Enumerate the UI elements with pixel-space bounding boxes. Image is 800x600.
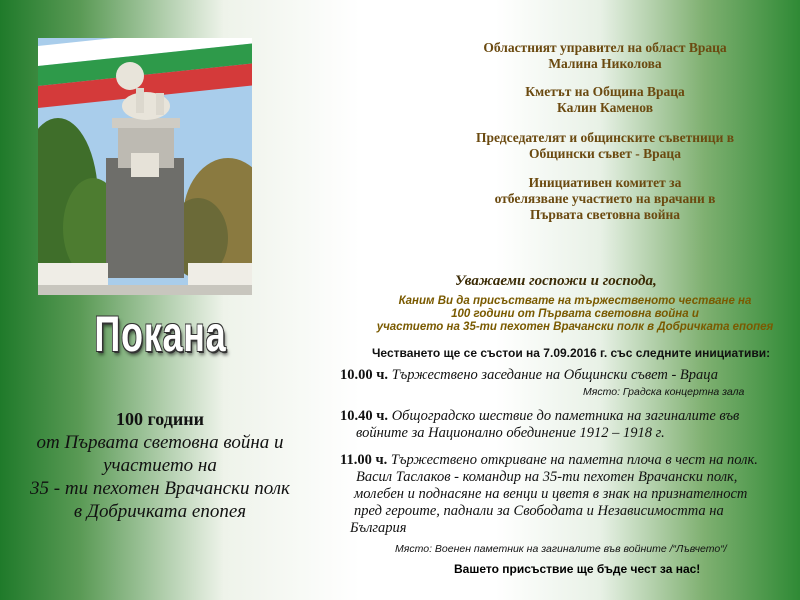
invitation-line: 100 години от Първата световна война и (451, 308, 699, 320)
committee-line: Инициативен комитет за (528, 175, 682, 190)
event-place: Място: Военен паметник на загиналите във войните /“Лъвчето“/ (395, 543, 727, 555)
anniversary-line: в Добричката епопея (73, 501, 247, 522)
invitation-title: Покана (94, 306, 227, 362)
event-time: 10.00 ч. (340, 367, 389, 383)
invitation-line: участието на 35-ти пехотен Врачански полк в Добричката епопея (376, 321, 774, 333)
anniversary-text (10, 408, 310, 523)
anniversary-line: от Първата световна война и (36, 432, 284, 453)
event-date: Честването ще се състои на 7.09.2016 г. със следните инициативи: (372, 346, 771, 360)
committee-line: Първата световна война (529, 207, 681, 222)
governor-name: Малина Николова (548, 56, 662, 71)
invitation-line: Каним Ви да присъствате на тържественото честване на (398, 295, 752, 307)
monument-photo (38, 38, 252, 295)
event-description: Общоградско шествие до паметника на загиналите във (391, 408, 740, 424)
anniversary-line: 35 - ти пехотен Врачански полк (30, 478, 290, 499)
greeting: Уважаеми госпожи и господа, (455, 273, 657, 289)
event-time: 11.00 ч. (340, 452, 388, 468)
council-line: Председателят и общинските съветници в (475, 130, 735, 145)
event-description: България (350, 520, 407, 536)
committee-block (405, 175, 800, 223)
event-item (340, 367, 800, 384)
closing-text: Вашето присъствие ще бъде чест за нас! (454, 562, 701, 576)
council-block (405, 130, 800, 162)
governor-block (405, 40, 800, 72)
mayor-block (405, 84, 800, 116)
governor-title: Областният управител на област Враца (483, 40, 727, 55)
event-place: Място: Градска концертна зала (583, 386, 745, 398)
event-description: Тържествено откриване на паметна плоча в чест на полк. (390, 452, 758, 468)
event-description: Тържествено заседание на Общински съвет - Враца (391, 367, 718, 383)
anniversary-years: 100 години (116, 409, 204, 429)
mayor-name: Калин Каменов (556, 100, 654, 115)
event-time: 10.40 ч. (340, 408, 389, 424)
committee-line: отбелязване участието на врачани в (494, 191, 716, 206)
council-line: Общински съвет - Враца (529, 146, 681, 161)
event-item (340, 408, 800, 442)
anniversary-line: участието на (103, 455, 217, 476)
event-item (340, 452, 800, 537)
event-description: войните за Национално обединение 1912 – 1918 г. (356, 425, 665, 441)
invitation-text (350, 295, 800, 334)
event-description: пред героите, паднали за Свободата и Независимостта на (354, 503, 724, 519)
event-description: молебен и поднасяне на венци и цветя в знак на признателност (354, 486, 748, 502)
mayor-title: Кметът на Община Враца (525, 84, 685, 99)
event-description: Васил Таслаков - командир на 35-ти пехотен Врачански полк, (356, 469, 738, 485)
